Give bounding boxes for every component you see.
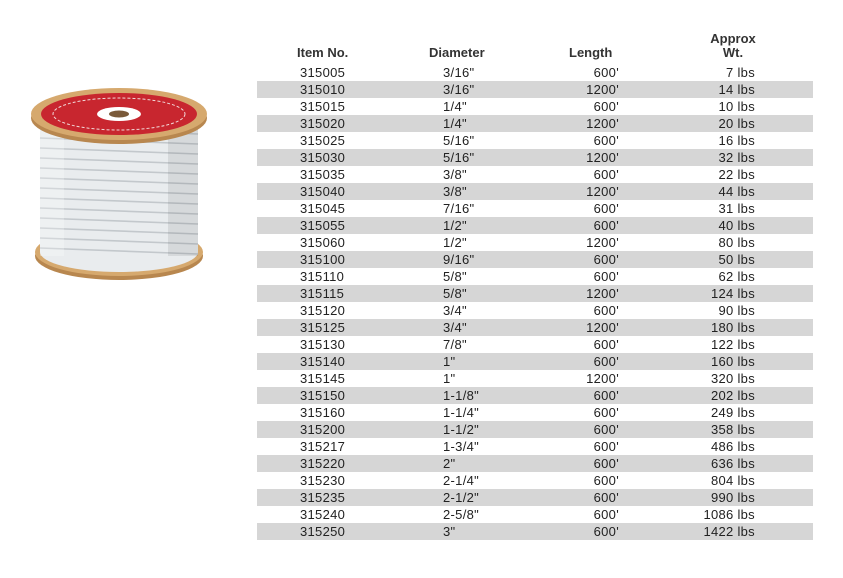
table-row <box>257 438 813 455</box>
cell-item-no: 315100 <box>300 252 346 267</box>
cell-weight: 40 lbs <box>718 218 755 233</box>
cell-length: 1200' <box>586 150 619 165</box>
cell-diameter: 1-1/8" <box>443 388 480 403</box>
header-approx-weight <box>699 32 767 60</box>
cell-item-no: 315140 <box>300 354 346 369</box>
cell-item-no: 315230 <box>300 473 346 488</box>
cell-weight: 7 lbs <box>726 65 755 80</box>
cell-length: 600' <box>593 337 619 352</box>
table-row <box>257 166 813 183</box>
table-row <box>257 336 813 353</box>
table-row <box>257 268 813 285</box>
cell-length: 600' <box>593 269 619 284</box>
cell-diameter: 2-1/2" <box>443 490 480 505</box>
cell-diameter: 3" <box>443 524 456 539</box>
cell-length: 1200' <box>586 184 619 199</box>
cell-weight: 636 lbs <box>710 456 755 471</box>
table-row <box>257 234 813 251</box>
table-row <box>257 217 813 234</box>
cell-weight: 44 lbs <box>718 184 755 199</box>
cell-item-no: 315235 <box>300 490 346 505</box>
cell-item-no: 315217 <box>300 439 346 454</box>
cell-length: 600' <box>593 167 619 182</box>
table-row <box>257 285 813 302</box>
cell-diameter: 1-3/4" <box>443 439 480 454</box>
cell-item-no: 315045 <box>300 201 346 216</box>
cell-item-no: 315020 <box>300 116 346 131</box>
header-weight-line2: Wt. <box>722 45 744 60</box>
rope-spec-table <box>257 28 813 540</box>
cell-weight: 486 lbs <box>710 439 755 454</box>
cell-weight: 80 lbs <box>718 235 755 250</box>
cell-length: 600' <box>593 507 619 522</box>
table-row <box>257 404 813 421</box>
cell-diameter: 9/16" <box>443 252 475 267</box>
cell-diameter: 3/4" <box>443 303 467 318</box>
cell-length: 1200' <box>586 286 619 301</box>
table-row <box>257 523 813 540</box>
table-row <box>257 98 813 115</box>
cell-item-no: 315055 <box>300 218 346 233</box>
cell-length: 600' <box>593 252 619 267</box>
table-row <box>257 64 813 81</box>
cell-length: 600' <box>593 133 619 148</box>
header-weight-line1: Approx <box>710 31 756 46</box>
cell-weight: 990 lbs <box>710 490 755 505</box>
cell-item-no: 315005 <box>300 65 346 80</box>
table-row <box>257 353 813 370</box>
cell-diameter: 1-1/4" <box>443 405 480 420</box>
cell-weight: 14 lbs <box>718 82 755 97</box>
cell-diameter: 1/2" <box>443 235 467 250</box>
cell-length: 600' <box>593 524 619 539</box>
cell-diameter: 1/2" <box>443 218 467 233</box>
cell-length: 1200' <box>586 116 619 131</box>
cell-length: 600' <box>593 456 619 471</box>
cell-item-no: 315125 <box>300 320 346 335</box>
cell-weight: 16 lbs <box>718 133 755 148</box>
cell-diameter: 7/16" <box>443 201 475 216</box>
cell-diameter: 5/8" <box>443 286 467 301</box>
cell-item-no: 315060 <box>300 235 346 250</box>
table-row <box>257 455 813 472</box>
table-row <box>257 132 813 149</box>
cell-diameter: 1" <box>443 371 456 386</box>
cell-length: 1200' <box>586 235 619 250</box>
cell-item-no: 315220 <box>300 456 346 471</box>
header-length: Length <box>569 45 613 60</box>
cell-length: 1200' <box>586 82 619 97</box>
table-body <box>257 64 813 540</box>
cell-item-no: 315160 <box>300 405 346 420</box>
cell-length: 600' <box>593 473 619 488</box>
cell-length: 600' <box>593 218 619 233</box>
cell-item-no: 315145 <box>300 371 346 386</box>
cell-weight: 804 lbs <box>710 473 755 488</box>
cell-item-no: 315035 <box>300 167 346 182</box>
cell-diameter: 5/8" <box>443 269 467 284</box>
cell-length: 600' <box>593 490 619 505</box>
cell-length: 600' <box>593 388 619 403</box>
table-row <box>257 506 813 523</box>
table-row <box>257 387 813 404</box>
cell-item-no: 315015 <box>300 99 346 114</box>
cell-weight: 62 lbs <box>718 269 755 284</box>
cell-diameter: 7/8" <box>443 337 467 352</box>
cell-weight: 124 lbs <box>710 286 755 301</box>
table-row <box>257 319 813 336</box>
cell-weight: 358 lbs <box>710 422 755 437</box>
cell-diameter: 1/4" <box>443 116 467 131</box>
table-row <box>257 421 813 438</box>
header-diameter: Diameter <box>429 45 485 60</box>
cell-item-no: 315130 <box>300 337 346 352</box>
cell-weight: 22 lbs <box>718 167 755 182</box>
cell-diameter: 1/4" <box>443 99 467 114</box>
cell-weight: 31 lbs <box>718 201 755 216</box>
cell-diameter: 3/16" <box>443 82 475 97</box>
cell-diameter: 2-1/4" <box>443 473 480 488</box>
cell-item-no: 315030 <box>300 150 346 165</box>
cell-diameter: 1" <box>443 354 456 369</box>
cell-weight: 1422 lbs <box>703 524 755 539</box>
table-row <box>257 115 813 132</box>
cell-diameter: 3/8" <box>443 167 467 182</box>
table-row <box>257 489 813 506</box>
cell-item-no: 315250 <box>300 524 346 539</box>
cell-item-no: 315240 <box>300 507 346 522</box>
cell-length: 600' <box>593 422 619 437</box>
cell-weight: 32 lbs <box>718 150 755 165</box>
cell-weight: 90 lbs <box>718 303 755 318</box>
cell-diameter: 5/16" <box>443 133 475 148</box>
table-row <box>257 302 813 319</box>
cell-diameter: 2-5/8" <box>443 507 480 522</box>
table-row <box>257 183 813 200</box>
cell-item-no: 315010 <box>300 82 346 97</box>
table-header <box>257 28 813 64</box>
table-row <box>257 370 813 387</box>
cell-item-no: 315040 <box>300 184 346 199</box>
cell-item-no: 315120 <box>300 303 346 318</box>
cell-length: 1200' <box>586 320 619 335</box>
cell-weight: 10 lbs <box>718 99 755 114</box>
cell-length: 600' <box>593 405 619 420</box>
cell-item-no: 315150 <box>300 388 346 403</box>
table-row <box>257 149 813 166</box>
table-row <box>257 200 813 217</box>
cell-length: 600' <box>593 65 619 80</box>
cell-item-no: 315025 <box>300 133 346 148</box>
rope-spool-image <box>28 88 210 282</box>
table-row <box>257 472 813 489</box>
table-row <box>257 251 813 268</box>
cell-weight: 20 lbs <box>718 116 755 131</box>
cell-diameter: 5/16" <box>443 150 475 165</box>
cell-weight: 1086 lbs <box>703 507 755 522</box>
cell-weight: 160 lbs <box>710 354 755 369</box>
table-row <box>257 81 813 98</box>
cell-item-no: 315200 <box>300 422 346 437</box>
cell-length: 600' <box>593 439 619 454</box>
cell-weight: 249 lbs <box>710 405 755 420</box>
cell-length: 600' <box>593 303 619 318</box>
cell-length: 600' <box>593 201 619 216</box>
cell-item-no: 315110 <box>300 269 345 284</box>
cell-diameter: 1-1/2" <box>443 422 480 437</box>
cell-weight: 180 lbs <box>710 320 755 335</box>
cell-length: 1200' <box>586 371 619 386</box>
cell-diameter: 2" <box>443 456 456 471</box>
header-item-no: Item No. <box>297 45 349 60</box>
cell-weight: 122 lbs <box>710 337 755 352</box>
cell-length: 600' <box>593 99 619 114</box>
cell-diameter: 3/16" <box>443 65 475 80</box>
cell-diameter: 3/4" <box>443 320 467 335</box>
cell-weight: 202 lbs <box>710 388 755 403</box>
cell-diameter: 3/8" <box>443 184 467 199</box>
cell-weight: 320 lbs <box>710 371 755 386</box>
cell-weight: 50 lbs <box>718 252 755 267</box>
cell-length: 600' <box>593 354 619 369</box>
cell-item-no: 315115 <box>300 286 345 301</box>
